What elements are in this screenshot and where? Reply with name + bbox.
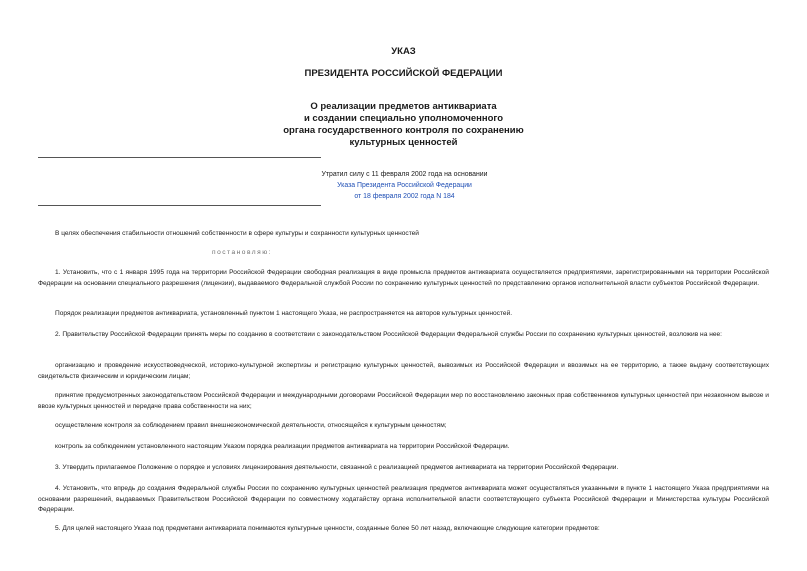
expired-text: Утратил силу с 11 февраля 2002 года на основании	[321, 171, 488, 178]
divider-top	[38, 157, 321, 158]
status-note	[236, 169, 573, 202]
document-subject	[0, 101, 807, 149]
paragraph-3: 3. Утвердить прилагаемое Положение о порядке и условиях лицензирования деятельности, связанной с реализацией предметов антиквариата на территории Российской Федерации.	[55, 464, 619, 471]
repeal-link-line: от 18 февраля 2002 года N 184	[354, 193, 455, 200]
document-title: УКАЗ	[391, 46, 416, 57]
issuing-authority: ПРЕЗИДЕНТА РОССИЙСКОЙ ФЕДЕРАЦИИ	[304, 68, 503, 79]
paragraph-2-item-c: осуществление контроля за соблюдением правил внешнеэкономической деятельности, относящейся к культурным ценностям;	[55, 422, 447, 429]
subject-line: О реализации предметов антиквариата	[310, 101, 497, 112]
subject-line: культурных ценностей	[349, 137, 458, 148]
paragraph-1-note: Порядок реализации предметов антиквариата, установленный пунктом 1 настоящего Указа, не распространяется на авторов культурных ценностей.	[55, 310, 513, 317]
preamble: В целях обеспечения стабильности отношений собственности в сфере культуры и сохранности культурных ценностей	[55, 230, 419, 237]
paragraph-1: 1. Установить, что с 1 января 1995 года на территории Российской Федерации свободная реализация в виде промысла предметов антиквариата осуществляется предприятиями, зарегистрированными на территории Российской Федерации на основании специального разрешения (лицензии), выдаваемого Федеральной службой России по сохранению культурных ценностей по представлению органов исполнительной власти субъектов Российской Федерации.	[38, 269, 769, 287]
paragraph-2-item-a: организацию и проведение искусствоведческой, историко-культурной экспертизы и регистрацию культурных ценностей, вывозимых из Российской Федерации и ввозимых на ее территорию, а также выдачу соответствующих свидетельств физическим и юридическим лицам;	[38, 362, 769, 380]
repeal-decree-link[interactable]	[337, 182, 472, 200]
subject-line: и создании специально уполномоченного	[303, 113, 504, 124]
repeal-link-line: Указа Президента Российской Федерации	[337, 182, 472, 189]
paragraph-4: 4. Установить, что впредь до создания Федеральной службы России по сохранению культурных ценностей реализация предметов антиквариата может осуществляться указанными в пункте 1 настоящего Указа предприятиями на основании разрешений, выдаваемых Правительством Российской Федерации по совместному ходатайству органа исполнительной власти соответствующего субъекта Российской Федерации и Министерства культуры Российской Федерации.	[38, 485, 769, 513]
decree-word	[38, 248, 769, 259]
subject-line: органа государственного контроля по сохранению	[283, 125, 524, 136]
paragraph-2-item-b: принятие предусмотренных законодательством Российской Федерации и международными договорами Российской Федерации мер по восстановлению законных прав собственников культурных ценностей при незаконном вывозе и ввозе культурных ценностей и передаче права собственности на них;	[38, 392, 769, 410]
divider-bottom	[38, 205, 321, 206]
paragraph-2-item-d: контроль за соблюдением установленного настоящим Указом порядка реализации предметов антиквариата на территории Российской Федерации.	[55, 443, 510, 450]
paragraph-5: 5. Для целей настоящего Указа под предметами антиквариата понимаются культурные ценности, созданные более 50 лет назад, включающие следующие категории предметов:	[55, 525, 600, 532]
paragraph-2: 2. Правительству Российской Федерации принять меры по созданию в соответствии с законодательством Российской Федерации Федеральной службы России по сохранению культурных ценностей, возложив на нее:	[55, 331, 723, 338]
decree-word-text: постановляю:	[212, 249, 273, 256]
